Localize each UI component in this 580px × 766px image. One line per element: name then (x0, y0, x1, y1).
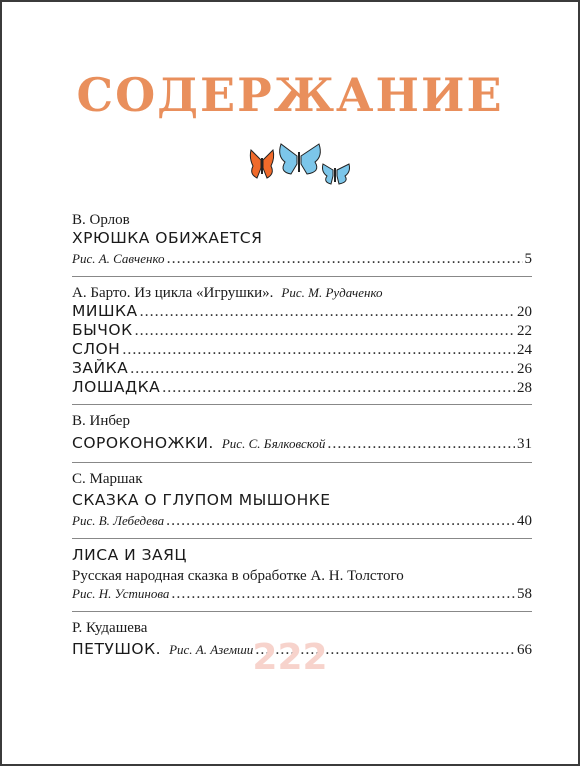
dot-leader (130, 360, 515, 378)
dot-leader (167, 250, 523, 268)
toc-illustrator-line (72, 585, 532, 604)
toc-illustrator-line (72, 250, 532, 269)
toc-entry[interactable] (72, 302, 532, 321)
toc-entry-title: СОРОКОНОЖКИ. (72, 434, 214, 452)
toc-page-number: 40 (517, 513, 532, 529)
dot-leader (171, 585, 515, 603)
toc-author: В. Орлов (72, 212, 130, 228)
toc-entry[interactable] (72, 359, 532, 378)
toc-entry-title: ПЕТУШОК. (72, 640, 162, 658)
toc-page-number: 66 (517, 642, 532, 658)
toc-author: В. Инбер (72, 413, 130, 429)
toc-entry[interactable] (72, 434, 532, 455)
toc-page-number: 58 (517, 586, 532, 602)
toc-entry[interactable] (72, 546, 532, 567)
toc-page-number: 20 (517, 304, 532, 320)
blue-butterfly-small-icon (323, 164, 350, 184)
toc-author: Р. Кудашева (72, 620, 148, 636)
toc-illustrator: Рис. А. Савченко (72, 251, 165, 266)
toc-entry[interactable] (72, 378, 532, 397)
section-divider (72, 276, 532, 277)
toc-entry[interactable] (72, 340, 532, 359)
toc-entry[interactable] (72, 321, 532, 340)
toc-illustrator: Рис. В. Лебедева (72, 513, 165, 528)
toc-page-number: 24 (517, 342, 532, 358)
toc-illustrator: Рис. М. Рудаченко (281, 285, 383, 300)
toc-page-number: 26 (517, 361, 532, 377)
dot-leader (162, 379, 515, 397)
dot-leader (122, 341, 515, 359)
toc-page-number: 5 (524, 251, 532, 267)
blue-butterfly-large-icon (280, 144, 321, 174)
section-divider (72, 462, 532, 463)
toc-author: С. Маршак (72, 471, 143, 487)
dot-leader (135, 322, 515, 340)
dot-leader (140, 303, 515, 321)
toc-entry-title: ЛИСА И ЗАЯЦ (72, 546, 187, 564)
toc-entry-title: ХРЮШКА ОБИЖАЕТСЯ (72, 229, 263, 247)
orange-butterfly-icon (250, 150, 273, 178)
dot-leader (166, 512, 515, 530)
page-number: 222 (252, 637, 328, 678)
section-divider (72, 404, 532, 405)
toc-illustrator: Рис. С. Бялковской (221, 436, 326, 451)
toc-entry[interactable] (72, 229, 532, 250)
toc-subtitle: Русская народная сказка в обработке А. Н. Толстого (72, 568, 404, 584)
toc-entry-title: СКАЗКА О ГЛУПОМ МЫШОНКЕ (72, 491, 331, 509)
dot-leader (327, 435, 515, 453)
toc-illustrator: Рис. Н. Устинова (72, 586, 170, 601)
page-title: СОДЕРЖАНИЕ (76, 68, 504, 122)
toc-entry-title: МИШКА (72, 302, 138, 320)
toc-entry[interactable] (72, 491, 532, 512)
toc-page-number: 22 (517, 323, 532, 339)
toc-illustrator-line (72, 512, 532, 531)
toc-author: А. Барто. Из цикла «Игрушки». (72, 285, 274, 301)
toc-author-line (72, 284, 532, 302)
toc-entry-title: СЛОН (72, 340, 121, 358)
toc-entry-title: ЛОШАДКА (72, 378, 161, 396)
section-divider (72, 611, 532, 612)
toc-page-number: 28 (517, 380, 532, 396)
toc-page-number: 31 (517, 436, 532, 452)
section-divider (72, 538, 532, 539)
toc-entry-title: ЗАЙКА (72, 359, 129, 377)
butterflies-icon (245, 140, 355, 190)
table-of-contents (72, 211, 532, 661)
toc-entry-title: БЫЧОК (72, 321, 133, 339)
toc-illustrator: Рис. А. Аземши (169, 642, 254, 657)
